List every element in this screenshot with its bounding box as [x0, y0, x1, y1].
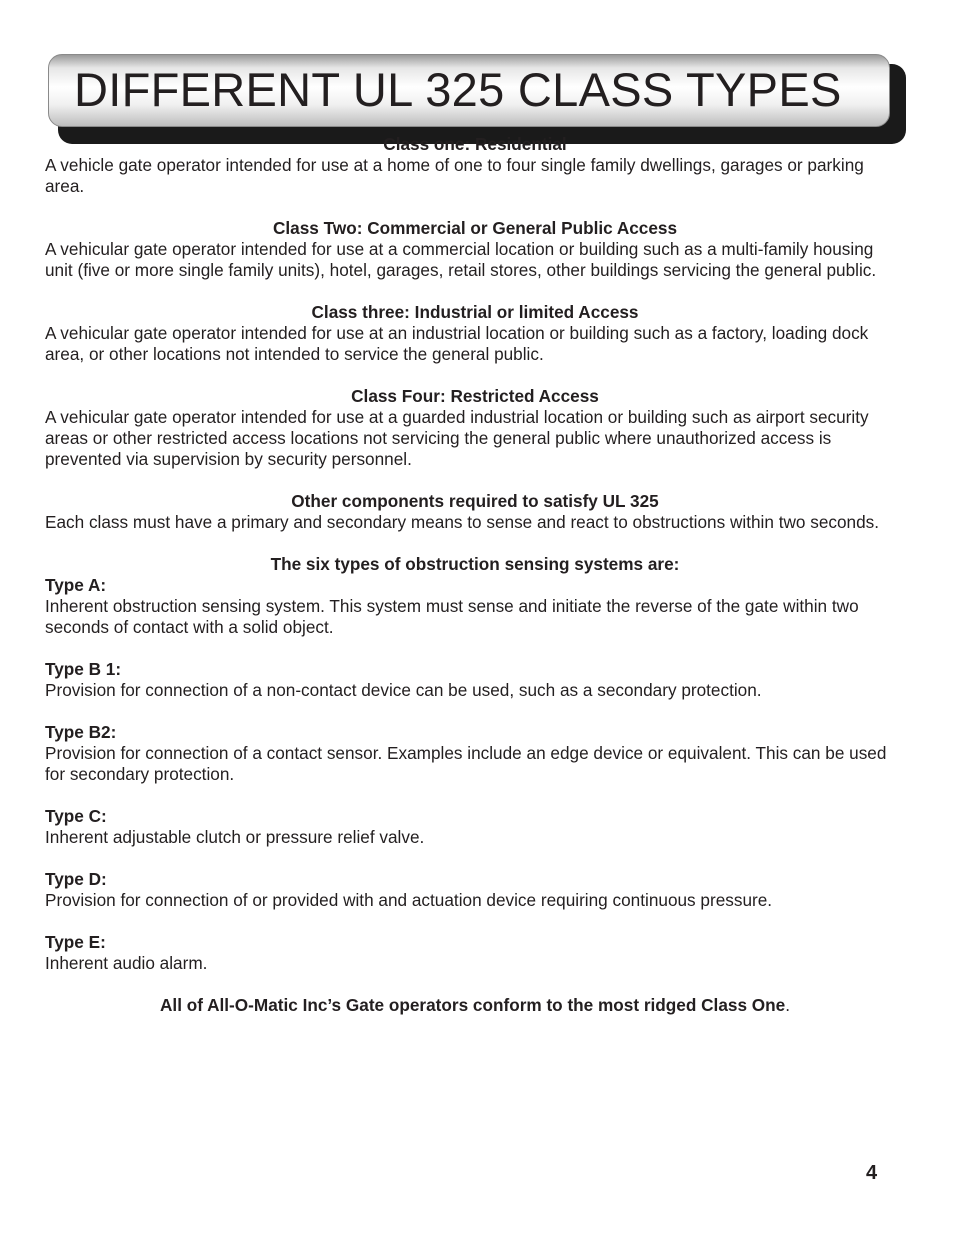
- class-two-description: A vehicular gate operator intended for use at a commercial location or building such as a multi-family housing unit (five or more single family units), hotel, garages, retail stores, other buildings servicing the general public.: [45, 239, 877, 280]
- class-four-description: A vehicular gate operator intended for use at a guarded industrial location or building such as airport security areas or other restricted access locations not servicing the general public where unauthorized access is prevented via supervision by security personnel.: [45, 407, 869, 469]
- type-e-label: Type E:: [45, 932, 106, 952]
- class-four-heading: Class Four: Restricted Access: [351, 386, 599, 406]
- type-b2-description: Provision for connection of a contact sensor. Examples include an edge device or equivalent. This can be used for secondary protection.: [45, 743, 887, 784]
- type-b1-description: Provision for connection of a non-contact device can be used, such as a secondary protection.: [45, 680, 762, 700]
- class-three-section: [45, 302, 905, 365]
- sensing-systems-heading: The six types of obstruction sensing systems are:: [270, 554, 680, 574]
- type-a-description: Inherent obstruction sensing system. This system must sense and initiate the reverse of the gate within two seconds of contact with a solid object.: [45, 596, 859, 637]
- other-components-description: Each class must have a primary and secondary means to sense and react to obstructions within two seconds.: [45, 512, 880, 532]
- class-three-description: A vehicular gate operator intended for use at an industrial location or building such as a factory, loading dock area, or other locations not intended to service the general public.: [45, 323, 869, 364]
- type-b1-section: [45, 659, 905, 701]
- type-c-description: Inherent adjustable clutch or pressure relief valve.: [45, 827, 425, 847]
- type-d-section: [45, 869, 905, 911]
- type-b2-section: [45, 722, 905, 785]
- type-d-label: Type D:: [45, 869, 107, 889]
- page-number: 4: [866, 1162, 878, 1184]
- type-e-section: [45, 932, 905, 974]
- class-one-description: A vehicle gate operator intended for use at a home of one to four single family dwellings, garages or parking area.: [45, 155, 864, 196]
- class-three-heading: Class three: Industrial or limited Access: [311, 302, 639, 322]
- class-four-section: [45, 386, 905, 470]
- class-two-section: [45, 218, 905, 281]
- type-a-label: Type A:: [45, 575, 107, 595]
- type-b1-label: Type B 1:: [45, 659, 122, 679]
- type-b2-label: Type B2:: [45, 722, 117, 742]
- other-components-heading: Other components required to satisfy UL 325: [291, 491, 659, 511]
- document-body: [45, 134, 905, 1016]
- other-components-section: [45, 491, 905, 533]
- type-e-description: Inherent audio alarm.: [45, 953, 208, 973]
- closing-statement: [45, 995, 905, 1016]
- type-c-section: [45, 806, 905, 848]
- type-c-label: Type C:: [45, 806, 107, 826]
- type-a-section: [45, 575, 905, 638]
- page-title: DIFFERENT UL 325 CLASS TYPES: [74, 63, 842, 116]
- type-d-description: Provision for connection of or provided with and actuation device requiring continuous pressure.: [45, 890, 773, 910]
- closing-statement-period: .: [785, 995, 790, 1015]
- class-one-heading: Class one: Residential: [383, 134, 567, 154]
- closing-statement-text: All of All-O-Matic Inc’s Gate operators conform to the most ridged Class One: [160, 995, 786, 1015]
- class-two-heading: Class Two: Commercial or General Public Access: [272, 218, 678, 238]
- class-one-section: [45, 134, 905, 197]
